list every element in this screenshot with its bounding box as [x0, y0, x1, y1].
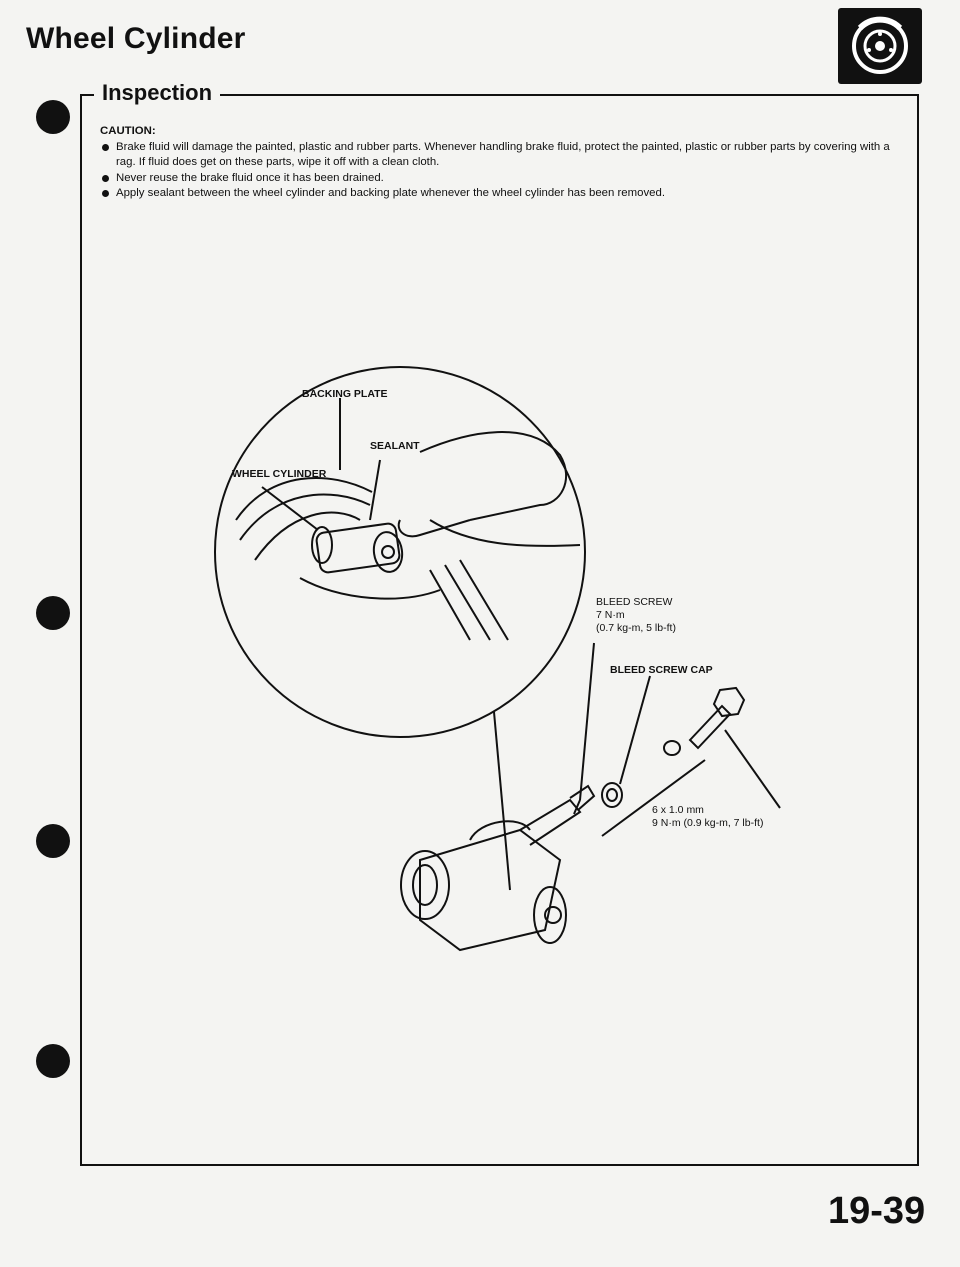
bleed-screw-torque-imperial: (0.7 kg-m, 5 lb-ft) — [596, 622, 676, 634]
bleed-screw-torque: 7 N·m — [596, 609, 625, 621]
caution-item: Apply sealant between the wheel cylinder and backing plate whenever the wheel cylinder has been removed. — [100, 186, 900, 202]
leader-wheel-cylinder — [262, 487, 318, 530]
label-sealant: SEALANT — [370, 440, 420, 452]
caution-item: Brake fluid will damage the painted, plastic and rubber parts. Whenever handling brake fluid, protect the painted, plastic or rubber parts by covering with a rag. If fluid does get on these parts, wipe it off with a clean cloth. — [100, 140, 900, 171]
label-wheel-cylinder: WHEEL CYLINDER — [232, 468, 327, 480]
caution-item: Never reuse the brake fluid once it has been drained. — [100, 171, 900, 187]
bleed-screw-name: BLEED SCREW — [596, 596, 673, 608]
detail-circle — [215, 367, 585, 737]
section-heading: Inspection — [94, 80, 220, 106]
bolt-torque: 9 N·m (0.9 kg-m, 7 lb-ft) — [652, 817, 764, 829]
caution-label: CAUTION: — [100, 125, 156, 137]
label-bleed-screw-cap: BLEED SCREW CAP — [610, 664, 713, 676]
label-bolt — [652, 804, 763, 830]
page-title: Wheel Cylinder — [26, 22, 246, 55]
leader-bolt — [725, 730, 780, 808]
leader-bleed-screw-cap — [620, 676, 650, 784]
bolt-size: 6 x 1.0 mm — [652, 804, 704, 816]
leader-sealant — [370, 460, 380, 520]
label-bleed-screw — [596, 596, 676, 635]
page-number: 19-39 — [828, 1190, 926, 1232]
label-backing-plate: BACKING PLATE — [302, 388, 388, 400]
